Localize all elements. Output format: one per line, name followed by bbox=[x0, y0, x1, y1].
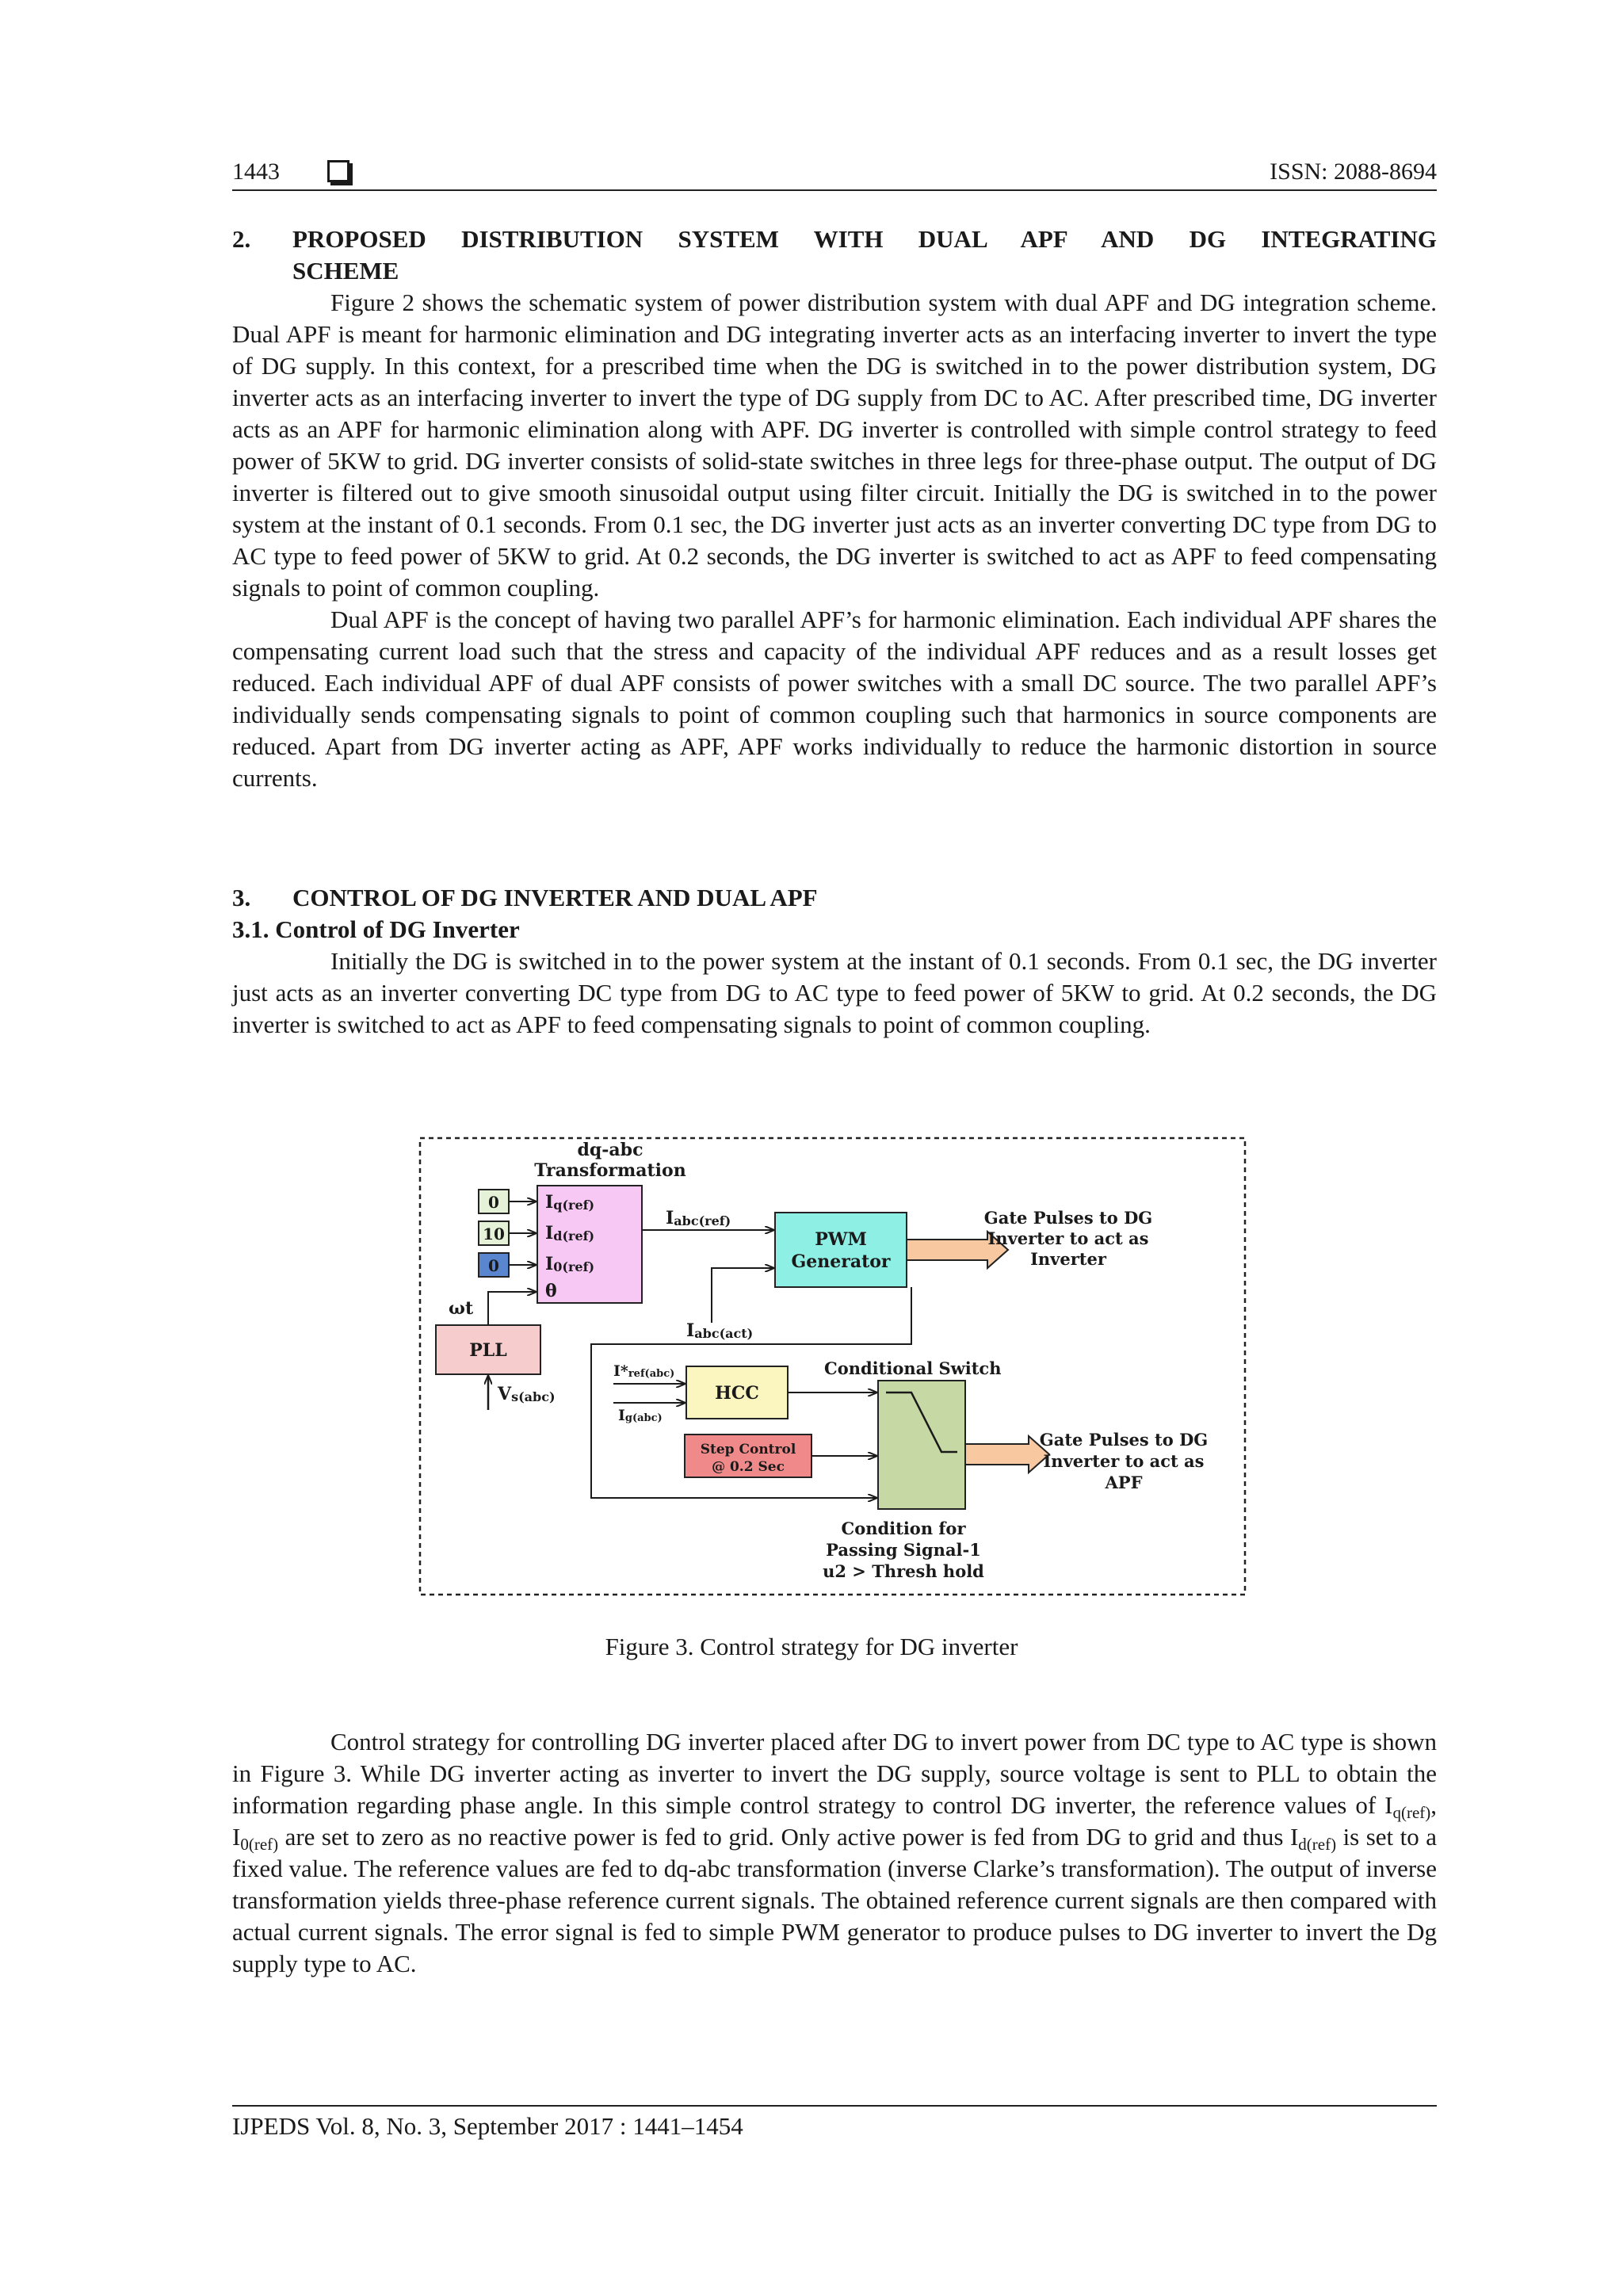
condition-text-1: Condition for bbox=[841, 1519, 966, 1538]
dq-title-2: Transformation bbox=[534, 1160, 686, 1181]
section-2-heading-cont bbox=[232, 255, 1437, 287]
checkbox-square-icon bbox=[327, 160, 349, 182]
section-2-title: PROPOSED DISTRIBUTION SYSTEM WITH DUAL APF AND DG INTEGRATING bbox=[292, 225, 1437, 253]
pwm-generator-block bbox=[775, 1213, 907, 1287]
port-iq: Iq(ref) bbox=[545, 1192, 595, 1213]
switch-output-arrow bbox=[965, 1436, 1049, 1473]
header-rule bbox=[232, 189, 1437, 191]
iabc-ref-label: Iabc(ref) bbox=[666, 1208, 731, 1228]
gate-apf-text-2: Inverter to act as bbox=[1043, 1451, 1205, 1471]
port-id: Id(ref) bbox=[545, 1223, 595, 1244]
condition-text-2: Passing Signal-1 bbox=[826, 1540, 981, 1560]
section-3-paragraph-2: Control strategy for controlling DG inverter placed after DG to invert power from DC type to AC type is shown in Figure 3. While DG inverter acting as inverter to invert the DG supply, source voltage is sent to PLL to obtain the information regarding phase angle. In this simple control strategy to control DG inverter, the reference values of $I_{q(ref)}$, $I_{0(ref)}$ are set to zero as no reactive power is fed to grid. Only active power is fed from DG to grid and thus $I_{d(ref)}$ is set to a fixed value. The reference values are fed to dq-abc transformation (inverse Clarke’s transformation). The output of inverse transformation yields three-phase reference current signals. The obtained reference current signals are then compared with actual current signals. The error signal is fed to simple PWM generator to produce pulses to DG inverter to invert the Dg supply type to AC. bbox=[232, 1728, 1437, 1977]
wt-label: ωt bbox=[449, 1298, 474, 1319]
section-3-heading bbox=[232, 882, 1437, 914]
iref-label: I*ref(abc) bbox=[613, 1362, 675, 1380]
const-iq-value: 0 bbox=[488, 1193, 499, 1212]
step-control-label-1: Step Control bbox=[700, 1442, 796, 1457]
section-2-number: 2. bbox=[232, 225, 251, 253]
gate-inverter-text-3: Inverter bbox=[1030, 1249, 1106, 1269]
subsection-3-1-heading bbox=[232, 914, 1437, 946]
page-number: 1443 bbox=[232, 159, 280, 185]
page-header bbox=[232, 155, 1437, 192]
gate-inverter-text-2: Inverter to act as bbox=[987, 1228, 1149, 1248]
page-footer: IJPEDS Vol. 8, No. 3, September 2017 : 1441–1454 bbox=[232, 2112, 743, 2140]
gate-inverter-text-1: Gate Pulses to DG bbox=[983, 1208, 1153, 1228]
const-id-value: 10 bbox=[483, 1224, 505, 1244]
conditional-switch-title: Conditional Switch bbox=[824, 1358, 1002, 1378]
pwm-label-1: PWM bbox=[815, 1229, 867, 1250]
const-i0-value: 0 bbox=[488, 1256, 499, 1275]
section-3-after-figure bbox=[232, 1726, 1437, 1980]
control-strategy-diagram bbox=[418, 1137, 1247, 1596]
conditional-switch-block bbox=[878, 1381, 965, 1509]
section-3-title: CONTROL OF DG INVERTER AND DUAL APF bbox=[292, 884, 818, 911]
port-i0: I0(ref) bbox=[545, 1254, 595, 1274]
ig-label: Ig(abc) bbox=[618, 1407, 663, 1424]
section-3 bbox=[232, 882, 1437, 1041]
iabc-act-label: Iabc(act) bbox=[686, 1320, 754, 1341]
subsection-3-1-number: 3.1. bbox=[232, 915, 269, 943]
pll-label: PLL bbox=[469, 1340, 507, 1361]
figure-3-caption: Figure 3. Control strategy for DG inverter bbox=[605, 1633, 1018, 1660]
hcc-label: HCC bbox=[715, 1383, 759, 1404]
section-2-paragraph-1: Figure 2 shows the schematic system of power distribution system with dual APF and DG integration scheme. Dual APF is meant for harmonic elimination and DG integrating inverter acts as an interfacing inverter to invert the type of DG supply. In this context, for a prescribed time when the DG is switched in to the power distribution system, DG inverter acts as an interfacing inverter to invert the type of DG supply from DC to AC. After prescribed time, DG inverter acts as an APF for harmonic elimination along with APF. DG inverter is controlled with simple control strategy to feed power of 5KW to grid. DG inverter consists of solid-state switches in three legs for three-phase output. The output of DG inverter is filtered out to give smooth sinusoidal output using filter circuit. Initially the DG is switched in to the power system at the instant of 0.1 seconds. From 0.1 sec, the DG inverter just acts as an inverter converting DC type from DG to AC type to feed power of 5KW to grid. At 0.2 seconds, the DG inverter is switched to act as APF to feed compensating signals to point of common coupling. bbox=[232, 288, 1437, 602]
subsection-3-1-title: Control of DG Inverter bbox=[275, 915, 520, 943]
condition-text-3: u2 > Thresh hold bbox=[823, 1561, 984, 1581]
footer-rule bbox=[232, 2105, 1437, 2107]
port-theta: θ bbox=[545, 1281, 557, 1301]
figure-3-diagram bbox=[418, 1137, 1247, 1596]
vs-label: Vs(abc) bbox=[498, 1384, 556, 1404]
gate-apf-text-3: APF bbox=[1105, 1473, 1143, 1492]
issn: ISSN: 2088-8694 bbox=[1270, 159, 1437, 185]
step-control-label-2: @ 0.2 Sec bbox=[712, 1459, 785, 1475]
section-2-paragraph-2: Dual APF is the concept of having two parallel APF’s for harmonic elimination. Each individual APF shares the compensating current load such that the stress and capacity of the individual APF reduces and as a result losses get reduced. Each individual APF of dual APF consists of power switches with a small DC source. The two parallel APF’s individually sends compensating signals to point of common coupling such that harmonics in source components are reduced. Apart from DG inverter acting as APF, APF works individually to reduce the harmonic distortion in source currents. bbox=[232, 606, 1437, 792]
dq-title-1: dq-abc bbox=[577, 1140, 643, 1160]
gate-apf-text-1: Gate Pulses to DG bbox=[1039, 1430, 1209, 1450]
section-3-number: 3. bbox=[232, 884, 251, 911]
section-3-paragraph-1: Initially the DG is switched in to the power system at the instant of 0.1 seconds. From 0.1 sec, the DG inverter just acts as an inverter converting DC type from DG to AC type to feed power of 5KW to grid. At 0.2 seconds, the DG inverter is switched to act as APF to feed compensating signals to point of common coupling. bbox=[232, 947, 1437, 1038]
section-2 bbox=[232, 223, 1437, 794]
pwm-label-2: Generator bbox=[791, 1251, 891, 1272]
section-2-title-cont: SCHEME bbox=[292, 257, 399, 285]
section-2-heading bbox=[232, 223, 1437, 255]
